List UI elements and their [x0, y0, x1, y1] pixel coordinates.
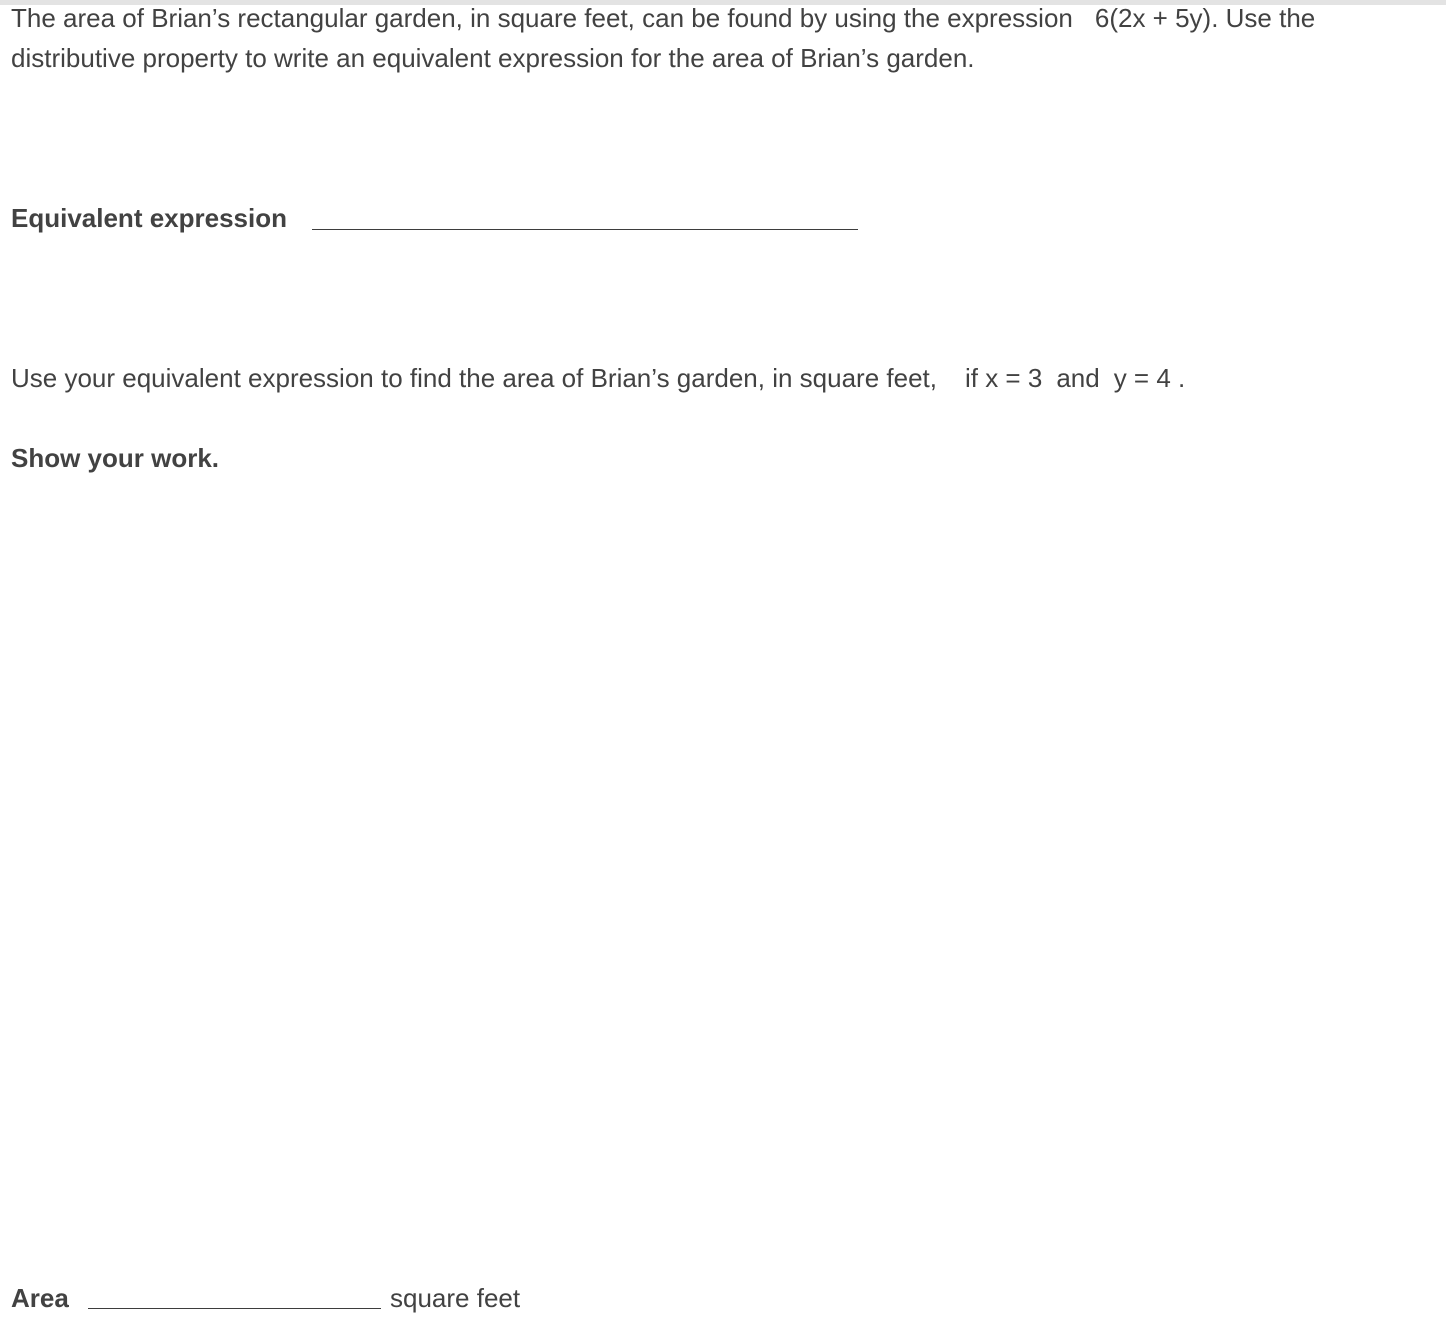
area-label: Area [11, 1283, 69, 1313]
given-expression: 6(2x + 5y) [1094, 3, 1212, 33]
question-tail: . Use the [1211, 3, 1316, 33]
question-line-2: distributive property to write an equivalent expression for the area of Brian’s garden. [11, 43, 975, 73]
show-work-instruction: Show your work. [11, 443, 220, 473]
equivalent-expression-answer-blank[interactable] [312, 212, 858, 230]
part-2-prompt-text: Use your equivalent expression to find the area of Brian’s garden, in square feet, [11, 363, 937, 393]
equivalent-expression-label: Equivalent expression [11, 203, 287, 233]
x-condition: if x = 3 [964, 363, 1043, 393]
area-answer-blank[interactable] [88, 1291, 381, 1309]
y-condition: y = 4 . [1113, 363, 1186, 393]
area-unit-label: square feet [390, 1283, 521, 1313]
conjunction: and [1056, 363, 1100, 393]
question-text: The area of Brian’s rectangular garden, in square feet, can be found by using the expression [11, 3, 1073, 33]
part-2-prompt [11, 358, 1185, 398]
question-line-1 [11, 0, 1315, 38]
